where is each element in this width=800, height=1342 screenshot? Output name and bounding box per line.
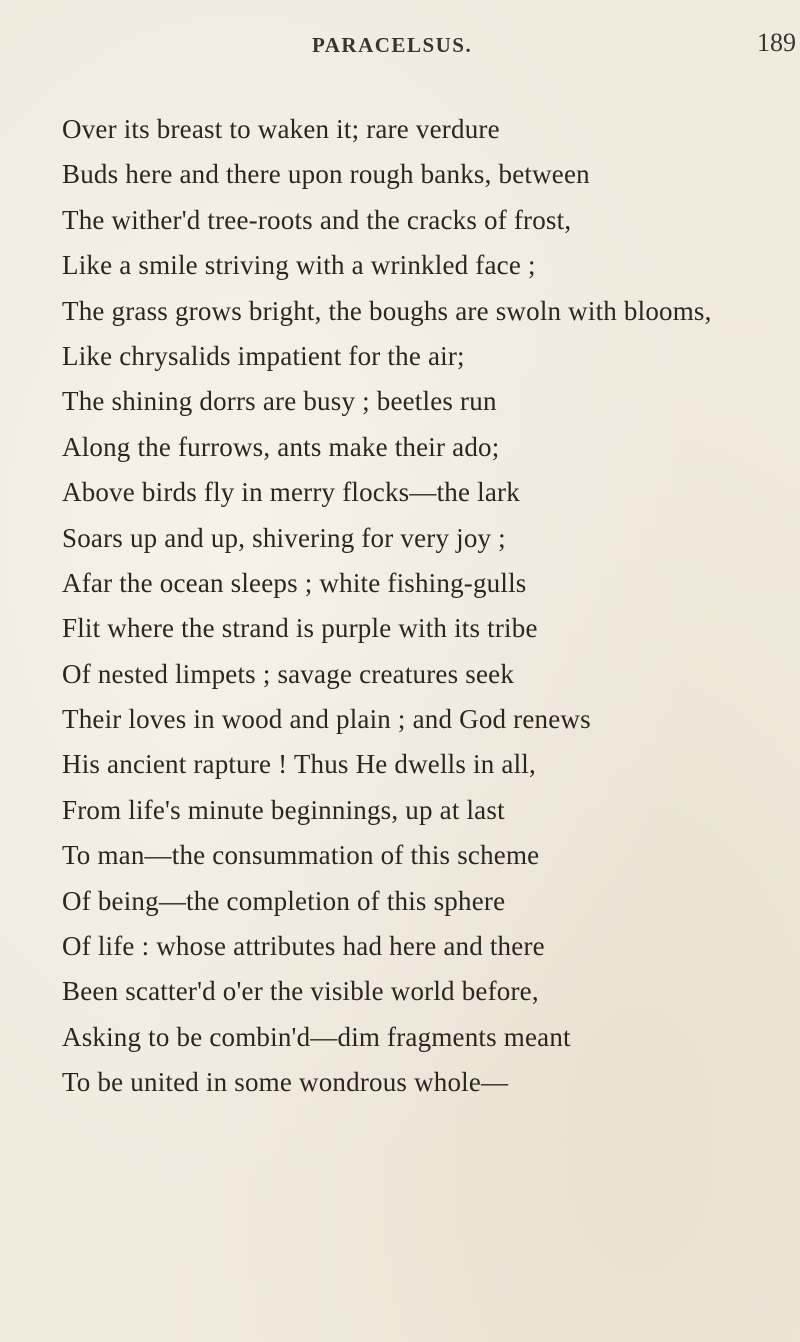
poem-line: Of nested limpets ; savage creatures seek <box>62 658 515 689</box>
poem-line: From life's minute beginnings, up at last <box>62 794 505 825</box>
poem-line: The wither'd tree-roots and the cracks of frost, <box>62 204 572 235</box>
poem-line: Afar the ocean sleeps ; white fishing-gulls <box>62 567 527 598</box>
poem-line: Of life : whose attributes had here and there <box>62 931 545 962</box>
poem-line: Of being—the completion of this sphere <box>62 885 506 916</box>
page-number: 189 <box>757 28 796 57</box>
poem-line: Like chrysalids impatient for the air; <box>62 340 465 371</box>
poem-line: Along the furrows, ants make their ado; <box>62 431 500 462</box>
poem-line: Soars up and up, shivering for very joy ; <box>62 522 506 553</box>
poem-line: His ancient rapture ! Thus He dwells in all, <box>62 749 536 780</box>
poem-line: The shining dorrs are busy ; beetles run <box>62 386 497 417</box>
poem-line: Like a smile striving with a wrinkled face ; <box>62 250 536 281</box>
poem-line: Flit where the strand is purple with its tribe <box>62 613 538 644</box>
running-title: PARACELSUS. <box>312 33 473 57</box>
poem-line: To man—the consummation of this scheme <box>62 840 540 871</box>
poem-line: Been scatter'd o'er the visible world before, <box>62 976 539 1007</box>
poem-line: Asking to be combin'd—dim fragments meant <box>62 1021 571 1052</box>
poem-line: Above birds fly in merry flocks—the lark <box>62 477 520 508</box>
poem-line: The grass grows bright, the boughs are swoln with blooms, <box>62 295 712 326</box>
poem-text <box>62 107 792 1106</box>
poem-line: Their loves in wood and plain ; and God renews <box>62 704 591 735</box>
poem-line: To be united in some wondrous whole— <box>62 1067 509 1098</box>
poem-line: Over its breast to waken it; rare verdure <box>62 114 500 144</box>
poem-line: Buds here and there upon rough banks, between <box>62 159 590 190</box>
